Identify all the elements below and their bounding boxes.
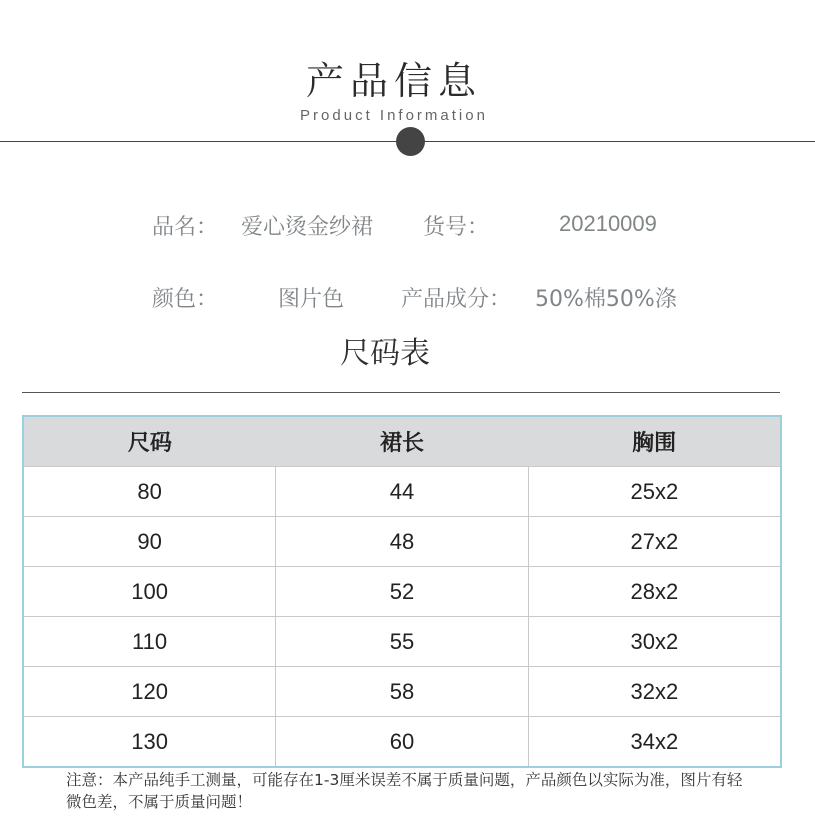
length-cell: 44 <box>276 467 529 517</box>
size-chart-title: 尺码表 <box>340 336 430 371</box>
length-cell: 48 <box>276 517 529 567</box>
size-cell: 120 <box>23 667 276 717</box>
table-row <box>23 467 781 517</box>
chest-cell: 34x2 <box>528 717 781 768</box>
material-value: 50%棉50%涤 <box>535 287 677 312</box>
product-name-label: 品名： <box>152 215 219 240</box>
chest-cell: 28x2 <box>528 567 781 617</box>
size-cell: 90 <box>23 517 276 567</box>
table-row <box>23 717 781 768</box>
chest-cell: 30x2 <box>528 617 781 667</box>
size-cell: 110 <box>23 617 276 667</box>
color-value: 图片色 <box>278 287 345 312</box>
size-chart-table <box>22 415 782 768</box>
material-label: 产品成分： <box>401 287 512 312</box>
divider-dot <box>396 127 425 156</box>
chest-cell: 25x2 <box>528 467 781 517</box>
product-name-value: 爱心烫金纱裙 <box>241 215 374 240</box>
column-header-length: 裙长 <box>276 416 529 467</box>
measurement-note: 注意：本产品纯手工测量，可能存在1-3厘米误差不属于质量问题，产品颜色以实际为准，图片有轻微色差，不属于质量问题！ <box>66 771 743 811</box>
chest-cell: 32x2 <box>528 667 781 717</box>
page-title: 产品信息 <box>305 59 482 103</box>
size-chart-divider <box>22 392 780 393</box>
chest-cell: 27x2 <box>528 517 781 567</box>
table-row <box>23 617 781 667</box>
table-header-row <box>23 416 781 467</box>
sku-label: 货号： <box>423 215 490 240</box>
length-cell: 52 <box>276 567 529 617</box>
table-row <box>23 667 781 717</box>
table-row <box>23 567 781 617</box>
size-cell: 80 <box>23 467 276 517</box>
sku-value: 20210009 <box>559 211 657 236</box>
column-header-chest: 胸围 <box>528 416 781 467</box>
column-header-size: 尺码 <box>23 416 276 467</box>
length-cell: 58 <box>276 667 529 717</box>
length-cell: 55 <box>276 617 529 667</box>
size-cell: 130 <box>23 717 276 768</box>
size-cell: 100 <box>23 567 276 617</box>
page-subtitle: Product Information <box>300 107 488 124</box>
color-label: 颜色： <box>152 287 219 312</box>
length-cell: 60 <box>276 717 529 768</box>
table-row <box>23 517 781 567</box>
